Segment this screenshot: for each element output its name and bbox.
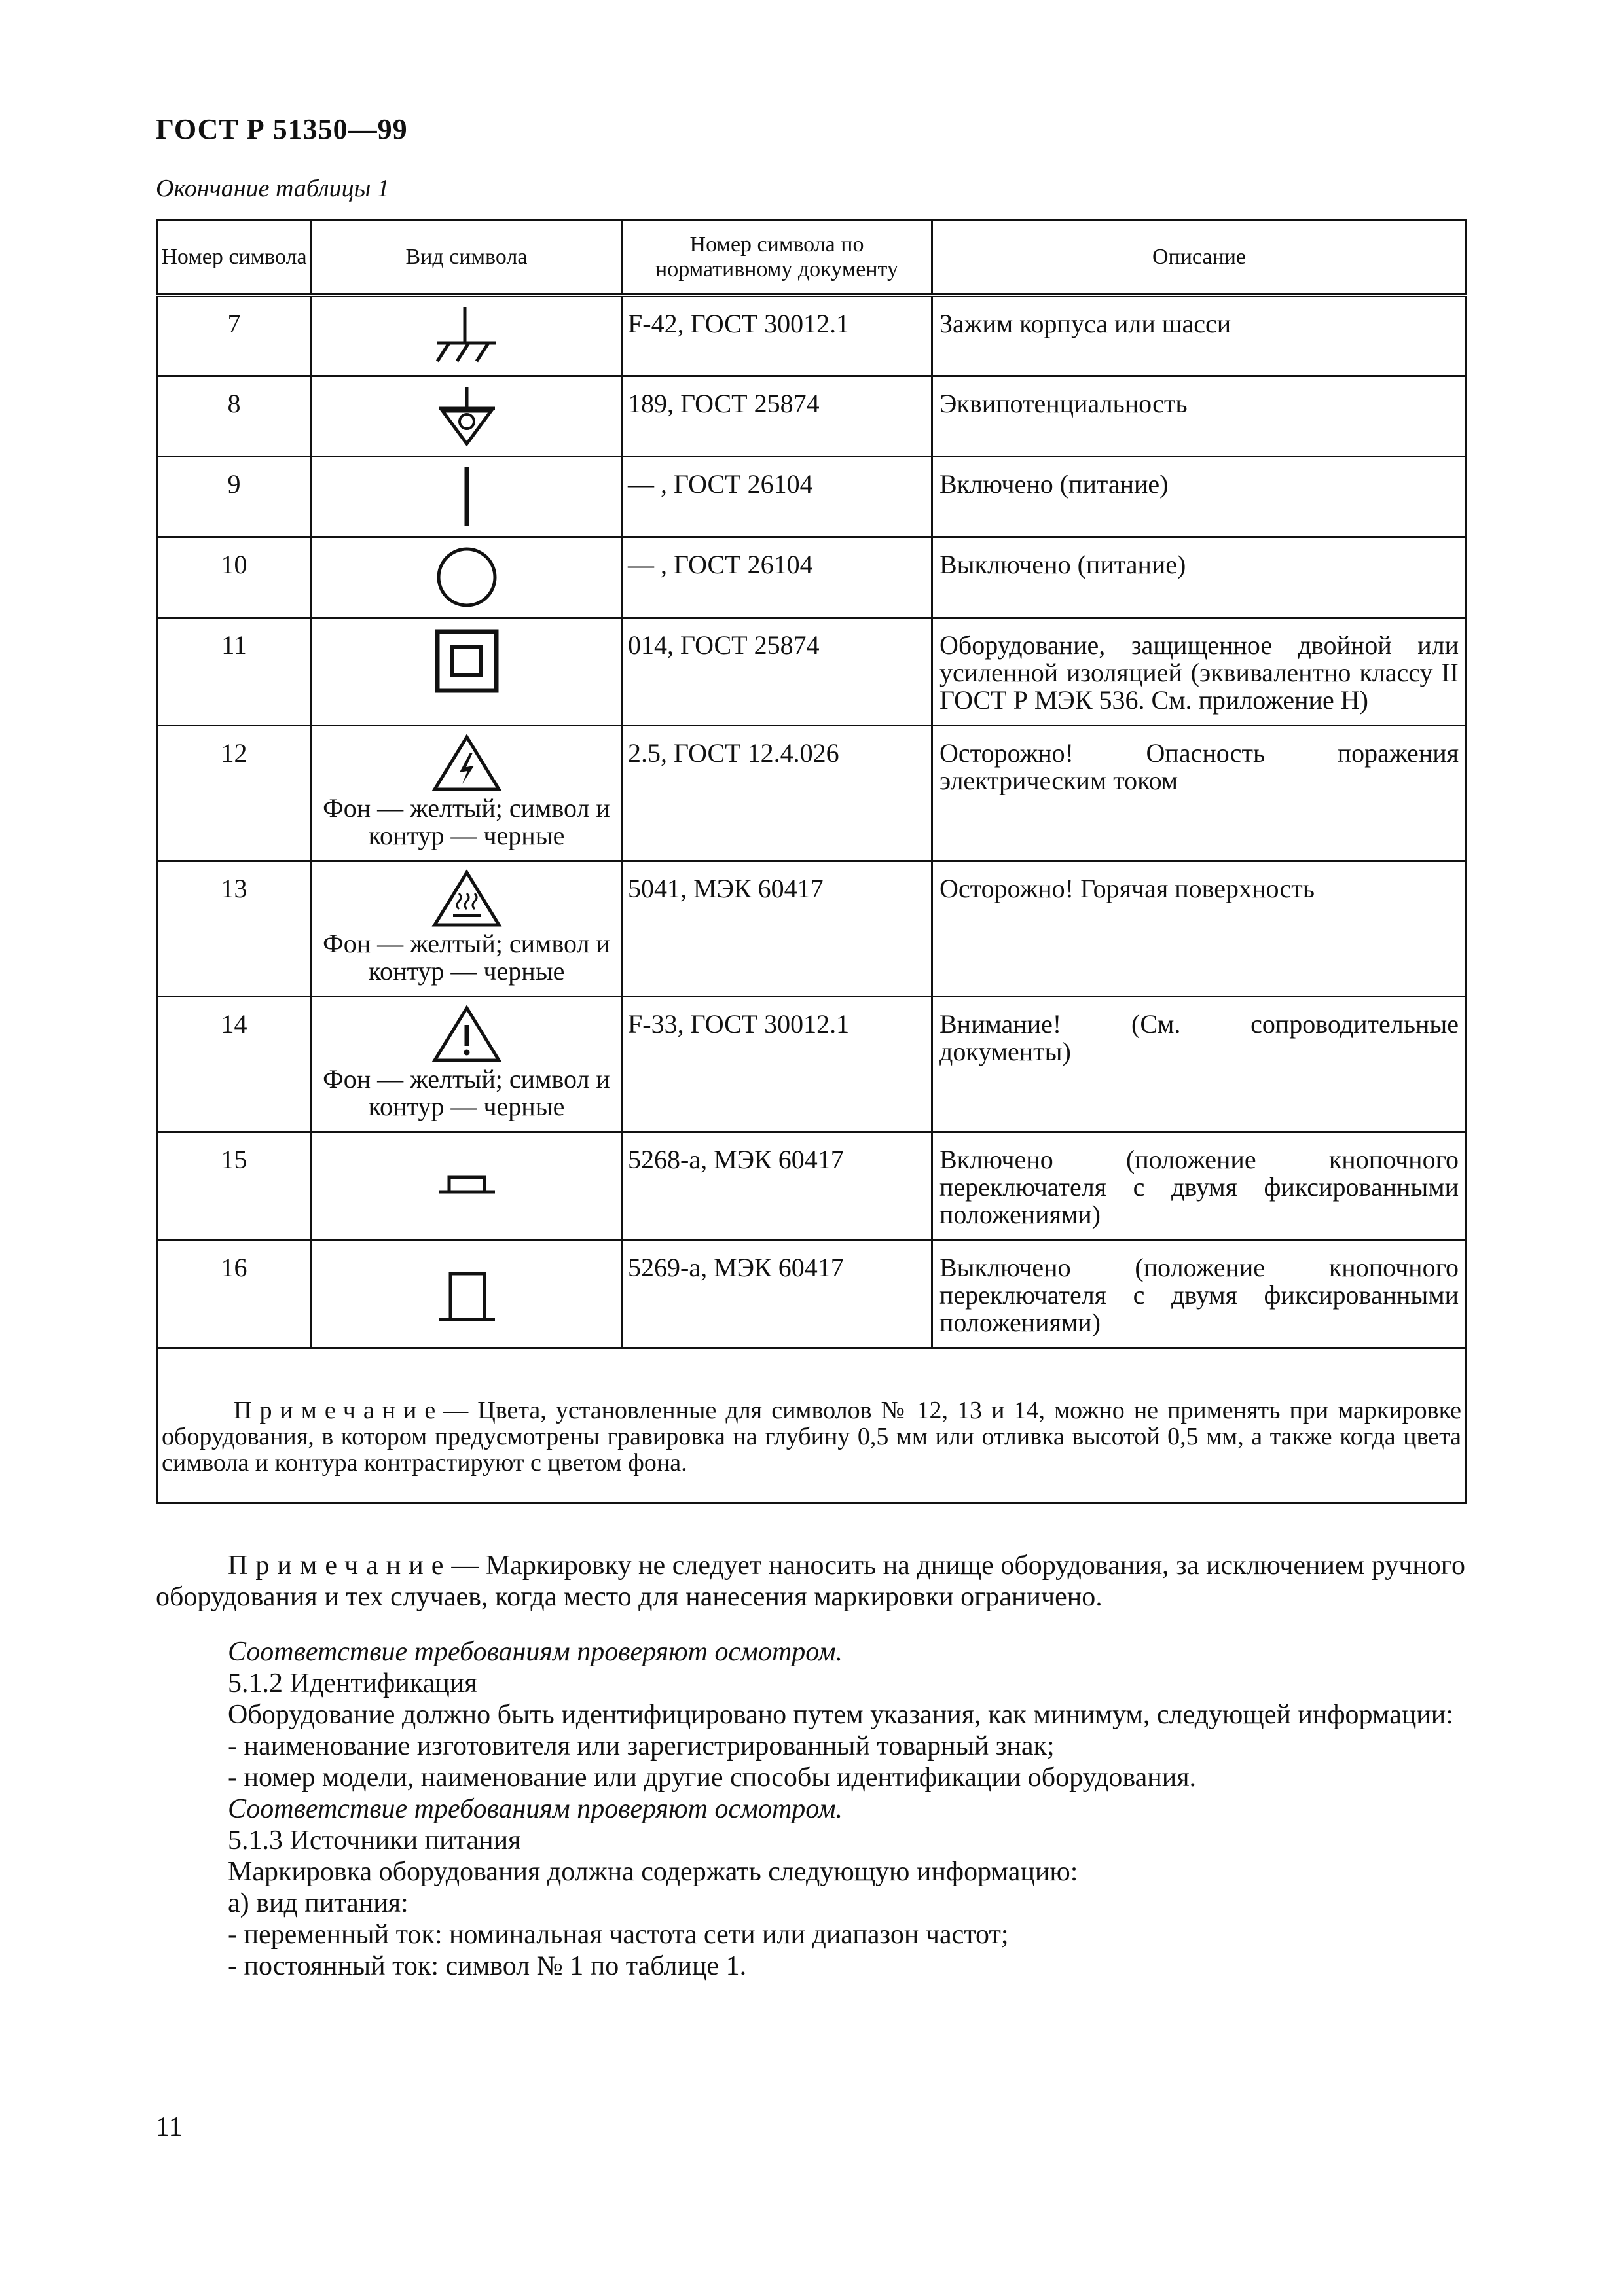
row-number: 10: [157, 537, 312, 617]
section-heading-identification: 5.1.2 Идентификация: [228, 1668, 477, 1698]
row-description: Осторожно! Опасность поражения электрическим током: [932, 725, 1467, 861]
table-caption: Окончание таблицы 1: [156, 175, 390, 202]
identification-intro: Оборудование должно быть идентифицировано путем указания, как минимум, следующей информации:: [228, 1700, 1453, 1730]
list-item: а) вид питания:: [228, 1888, 409, 1918]
row-number: 15: [157, 1132, 312, 1240]
column-header-number: Номер символа: [157, 221, 312, 296]
equipotential-icon: [431, 384, 503, 449]
row-code: 2.5, ГОСТ 12.4.026: [622, 725, 932, 861]
marking-note: [156, 1550, 1465, 1613]
table-row: [157, 1132, 1467, 1240]
symbol-color-note: Фон — желтый; символ и контур — черные: [323, 928, 610, 986]
row-code: F-33, ГОСТ 30012.1: [622, 996, 932, 1132]
power-off-circle-icon: [431, 545, 503, 610]
section-text: [156, 1636, 1465, 1982]
power-on-line-icon: [431, 464, 503, 529]
table-row: [157, 1240, 1467, 1348]
document-header: ГОСТ Р 51350—99: [156, 113, 408, 145]
table-header-row: [157, 221, 1467, 296]
column-header-code: Номер символа по нормативному документу: [622, 221, 932, 296]
symbols-table: [156, 219, 1467, 1504]
table-row: [157, 456, 1467, 537]
list-item: - постоянный ток: символ № 1 по таблице 1.: [228, 1951, 747, 1981]
row-number: 7: [157, 295, 312, 376]
row-description: Включено (питание): [932, 456, 1467, 537]
marking-note-text: — Маркировку не следует наносить на днище оборудования, за исключением ручного оборудования и тех случаев, когда место для нанесения маркировки ограничено.: [156, 1551, 1465, 1612]
row-description: Внимание! (См. сопроводительные документы): [932, 996, 1467, 1132]
inspection-check: Соответствие требованиям проверяют осмотром.: [228, 1637, 843, 1667]
row-code: 014, ГОСТ 25874: [622, 617, 932, 725]
row-number: 11: [157, 617, 312, 725]
row-number: 12: [157, 725, 312, 861]
table-row: [157, 725, 1467, 861]
row-code: 189, ГОСТ 25874: [622, 376, 932, 456]
table-row: [157, 295, 1467, 376]
inspection-check: Соответствие требованиям проверяют осмотром.: [228, 1794, 843, 1824]
column-header-symbol: Вид символа: [312, 221, 622, 296]
row-description: Зажим корпуса или шасси: [932, 295, 1467, 376]
row-code: 5268-а, МЭК 60417: [622, 1132, 932, 1240]
hot-surface-warning-icon: [431, 869, 503, 929]
row-description: Включено (положение кнопочного переключателя с двумя фиксированными положениями): [932, 1132, 1467, 1240]
table-note-label: Примечание: [234, 1396, 444, 1424]
row-number: 9: [157, 456, 312, 537]
list-item: - номер модели, наименование или другие способы идентификации оборудования.: [228, 1763, 1197, 1793]
row-code: 5269-а, МЭК 60417: [622, 1240, 932, 1348]
pushbutton-in-icon: [431, 1151, 503, 1217]
double-insulation-icon: [431, 625, 503, 697]
row-number: 8: [157, 376, 312, 456]
row-number: 14: [157, 996, 312, 1132]
page-number: 11: [156, 2112, 183, 2142]
table-row: [157, 617, 1467, 725]
section-heading-power: 5.1.3 Источники питания: [228, 1825, 521, 1856]
body-text: [156, 1550, 1465, 1613]
marking-note-label: Примечание: [228, 1551, 452, 1581]
symbol-color-note: Фон — желтый; символ и контур — черные: [323, 793, 610, 850]
power-intro: Маркировка оборудования должна содержать следующую информацию:: [228, 1857, 1078, 1887]
row-description: Оборудование, защищенное двойной или усиленной изоляцией (эквивалентно классу II ГОСТ Р МЭК 536. См. приложение Н): [932, 617, 1467, 725]
row-code: — , ГОСТ 26104: [622, 537, 932, 617]
table-row: [157, 861, 1467, 996]
table-row: [157, 996, 1467, 1132]
row-number: 13: [157, 861, 312, 996]
row-code: 5041, МЭК 60417: [622, 861, 932, 996]
row-description: Осторожно! Горячая поверхность: [932, 861, 1467, 996]
table-row: [157, 537, 1467, 617]
row-number: 16: [157, 1240, 312, 1348]
list-item: - переменный ток: номинальная частота сети или диапазон частот;: [228, 1920, 1009, 1950]
row-code: — , ГОСТ 26104: [622, 456, 932, 537]
symbol-color-note: Фон — желтый; символ и контур — черные: [323, 1064, 610, 1121]
table-row: [157, 376, 1467, 456]
frame-ground-icon: [431, 304, 503, 369]
attention-warning-icon: [431, 1004, 503, 1064]
pushbutton-out-icon: [431, 1259, 503, 1325]
table-note-row: [157, 1348, 1467, 1503]
row-code: F-42, ГОСТ 30012.1: [622, 295, 932, 376]
table-note-text: — Цвета, установленные для символов № 12, 13 и 14, можно не применять при маркировке оборудования, в котором предусмотрены гравировка на глубину 0,5 мм или отливка высотой 0,5 мм, а также когда цвета символа и контура контрастируют с цветом фона.: [162, 1396, 1461, 1477]
row-description: Выключено (питание): [932, 537, 1467, 617]
row-description: Выключено (положение кнопочного переключателя с двумя фиксированными положениями): [932, 1240, 1467, 1348]
list-item: - наименование изготовителя или зарегистрированный товарный знак;: [228, 1731, 1055, 1761]
electric-shock-warning-icon: [431, 733, 503, 793]
column-header-description: Описание: [932, 221, 1467, 296]
row-description: Эквипотенциальность: [932, 376, 1467, 456]
